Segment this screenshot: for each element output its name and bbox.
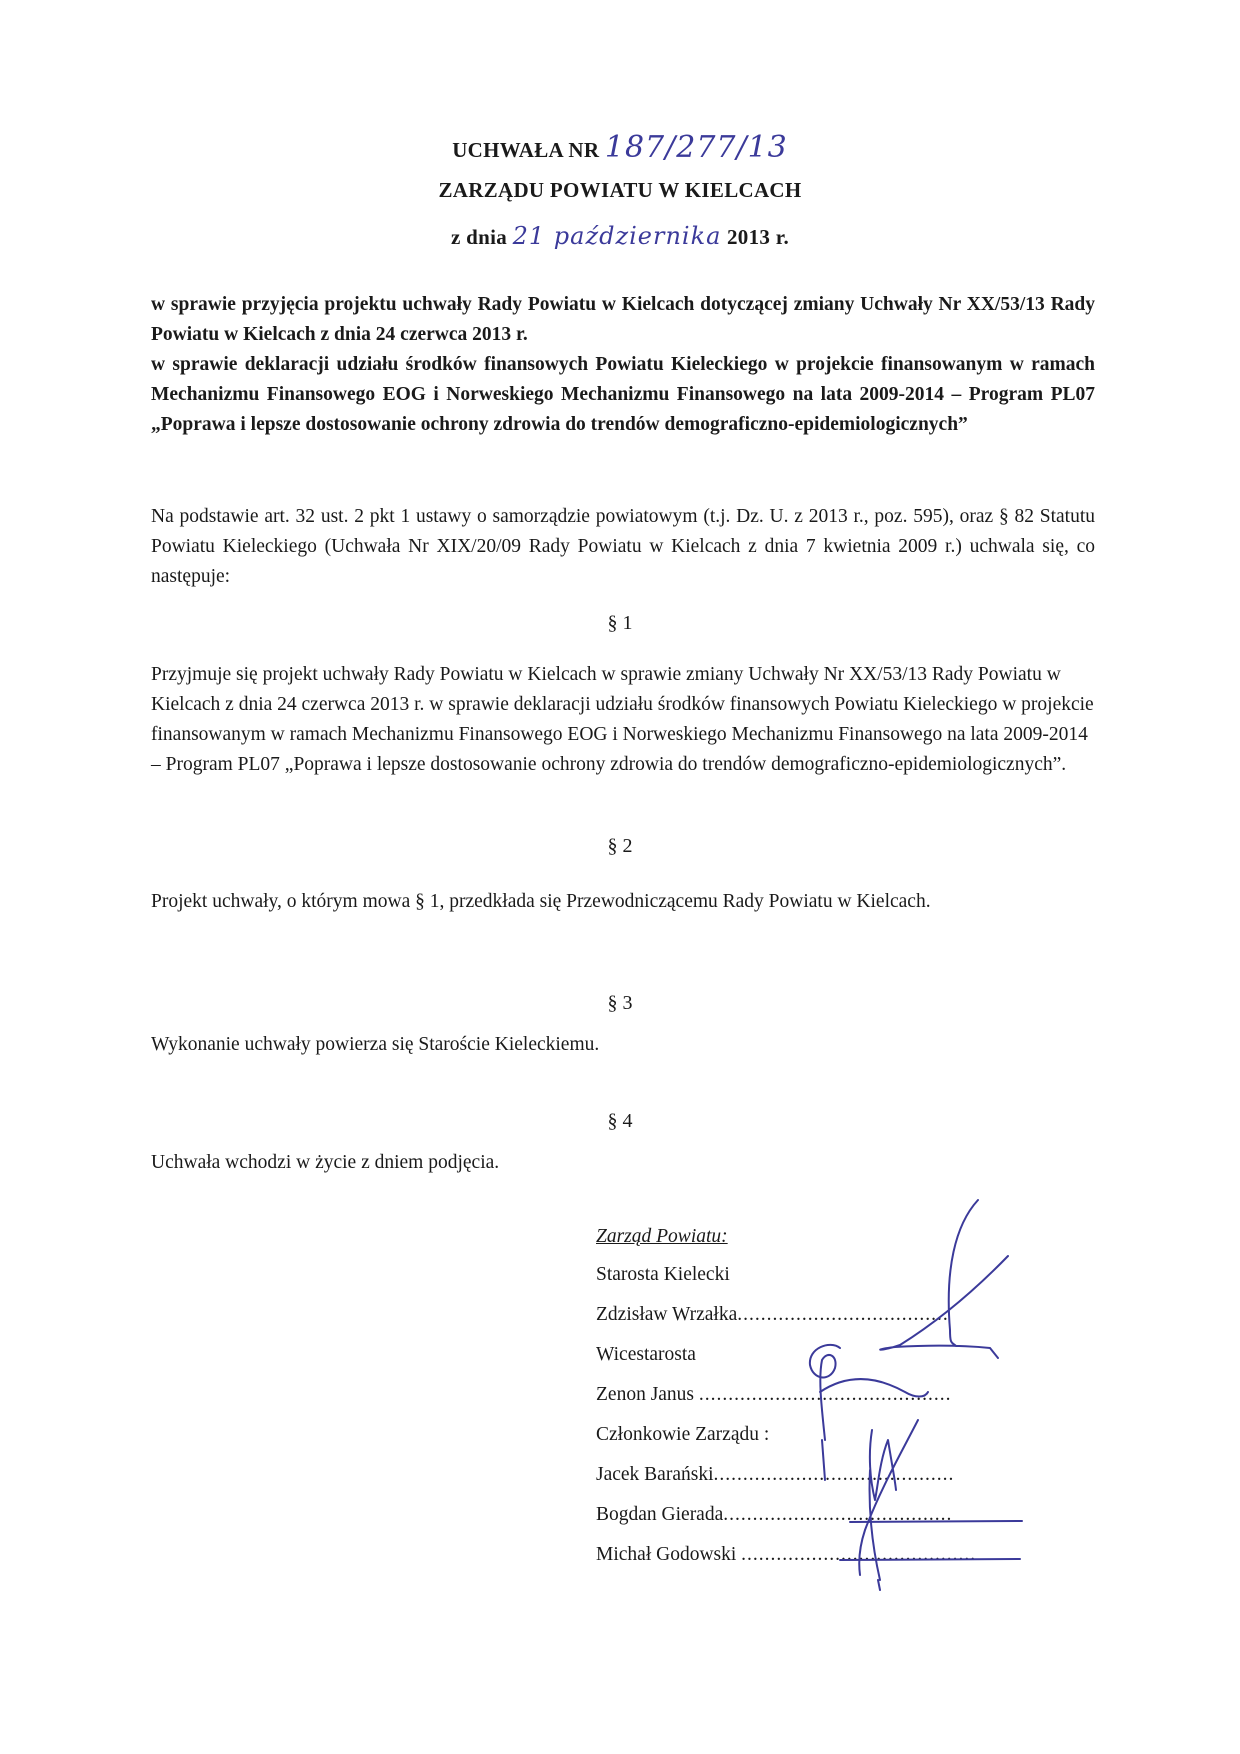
section-1-text: Przyjmuje się projekt uchwały Rady Powiatu w Kielcach w sprawie zmiany Uchwały Nr XX/53/13 Rady Powiatu w Kielcach z dnia 24 czerwca 2013 r. w sprawie deklaracji udziału środków finansowych Powiatu Kieleckiego w projekcie finansowanym w ramach Mechanizmu Finansowego EOG i Norweskiego Mechanizmu Finansowego na lata 2009-2014 – Program PL07 „Poprawa i lepsze dostosowanie ochrony zdrowia do trendów demograficzno-epidemiologicznych”.: [151, 664, 1094, 775]
issuer-line: ZARZĄDU POWIATU W KIELCACH: [438, 178, 802, 202]
board-row-starosta-label: [596, 1264, 730, 1286]
board-row-label: Starosta Kielecki: [596, 1264, 730, 1285]
subject-line-2: w sprawie deklaracji udziału środków finansowych Powiatu Kieleckiego w projekcie finansowanym w ramach Mechanizmu Finansowego EOG i Norweskiego Mechanizmu Finansowego na lata 2009-2014 – Program PL07 „Poprawa i lepsze dostosowanie ochrony zdrowia do trendów demograficzno-epidemiologicznych”: [151, 354, 1095, 435]
section-3-text: Wykonanie uchwały powierza się Staroście Kieleckiemu.: [151, 1034, 600, 1055]
signature-dots: ....................................: [737, 1304, 949, 1325]
board-row-label: Zenon Janus: [596, 1384, 695, 1405]
resolution-number-line: [0, 130, 1240, 165]
handwritten-resolution-number: 187/277/13: [604, 130, 788, 165]
board-row-wicestarosta-label: [596, 1344, 696, 1366]
board-row-label: Jacek Barański: [596, 1464, 714, 1485]
section-2-mark: § 2: [607, 835, 633, 857]
board-row-janus: [596, 1384, 952, 1406]
resolution-title-prefix: UCHWAŁA NR: [452, 138, 605, 162]
board-row-label: Bogdan Gierada: [596, 1504, 724, 1525]
board-row-baranski: [596, 1464, 954, 1486]
handwritten-date: 21 października: [512, 222, 722, 250]
board-row-label: Członkowie Zarządu :: [596, 1424, 770, 1445]
subject-line-1: w sprawie przyjęcia projektu uchwały Rady Powiatu w Kielcach dotyczącej zmiany Uchwały Nr XX/53/13 Rady Powiatu w Kielcach z dnia 24 czerwca 2013 r.: [151, 294, 1095, 345]
board-title: Zarząd Powiatu:: [596, 1226, 728, 1247]
board-row-label: Michał Godowski: [596, 1544, 737, 1565]
date-prefix: z dnia: [451, 225, 513, 249]
signature-dots: .........................................: [713, 1464, 955, 1485]
date-suffix: 2013 r.: [721, 225, 789, 249]
board-row-members-label: [596, 1424, 769, 1446]
section-2-text: Projekt uchwały, o którym mowa § 1, przedkłada się Przewodniczącemu Rady Powiatu w Kielcach.: [151, 891, 931, 912]
signature-dots: .......................................: [723, 1504, 953, 1525]
board-row-godowski: [596, 1544, 976, 1566]
board-signature-block: [596, 1226, 1026, 1586]
signature-dots: ........................................: [741, 1544, 977, 1565]
date-line: [0, 222, 1240, 250]
section-4-mark: § 4: [607, 1110, 633, 1132]
signature-dots: ...........................................: [698, 1384, 952, 1405]
board-row-gierada: [596, 1504, 952, 1526]
board-row-label: Wicestarosta: [596, 1344, 696, 1365]
section-4-text: Uchwała wchodzi w życie z dniem podjęcia.: [151, 1152, 500, 1173]
section-1-mark: § 1: [607, 612, 633, 634]
legal-basis: Na podstawie art. 32 ust. 2 pkt 1 ustawy o samorządzie powiatowym (t.j. Dz. U. z 2013 r., poz. 595), oraz § 82 Statutu Powiatu Kieleckiego (Uchwała Nr XIX/20/09 Rady Powiatu w Kielcach z dnia 7 kwietnia 2009 r.) uchwala się, co następuje:: [151, 506, 1095, 587]
section-3-mark: § 3: [607, 992, 633, 1014]
board-row-label: Zdzisław Wrzałka: [596, 1304, 738, 1325]
board-row-wrzalka: [596, 1304, 949, 1326]
resolution-subject: [151, 290, 1095, 440]
